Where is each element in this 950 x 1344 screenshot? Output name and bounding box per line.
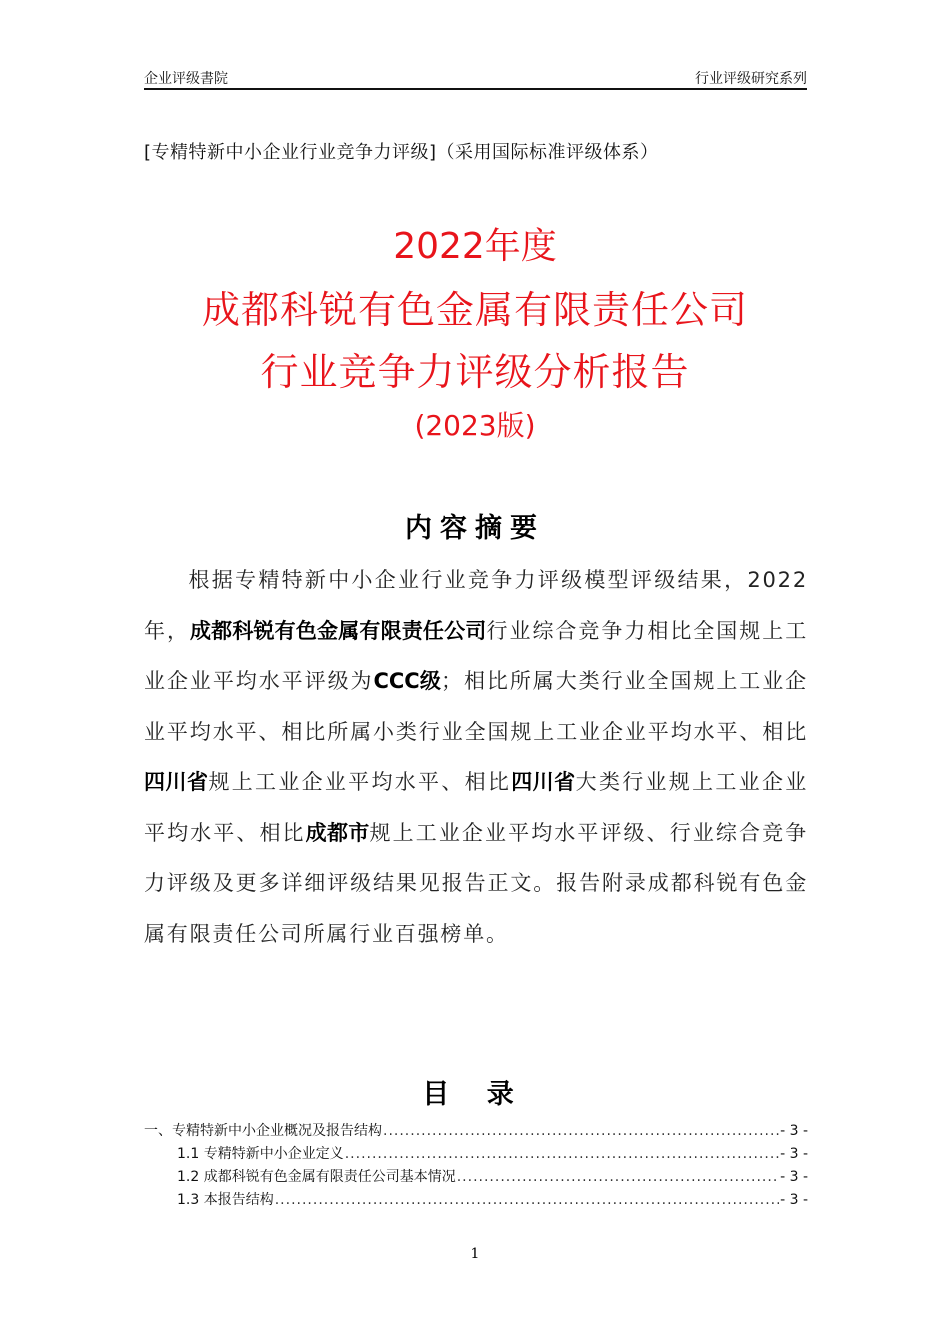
toc-heading: 目 录	[422, 1079, 528, 1110]
report-category: [专精特新中小企业行业竞争力评级]（采用国际标准评级体系）	[144, 142, 659, 163]
table-of-contents	[144, 1120, 808, 1212]
abstract-text: 规上工业企业平均水平、相比	[208, 770, 512, 794]
province-bold: 四川省	[511, 770, 576, 794]
dot-leader	[345, 1146, 779, 1162]
toc-entry[interactable]	[144, 1143, 808, 1166]
company-name-bold: 成都科锐有色金属有限责任公司	[189, 618, 487, 643]
header-series: 行业评级研究系列	[695, 71, 807, 87]
toc-entry-label: 一、专精特新中小企业概况及报告结构	[144, 1123, 382, 1139]
dot-leader	[457, 1169, 779, 1185]
abstract-text: 大类行业规上工业企业平均水平、相比	[144, 770, 809, 845]
abstract-text: 根据专精特新中小企业行业竞争力评级模型评级结果，2022年，	[144, 568, 808, 643]
header-divider	[144, 88, 807, 90]
abstract-text: ；相比所属大类行业全国规上工业企业平均水平、相比所属小类行业全国规上工业企业平均水平、相比	[144, 669, 808, 744]
toc-entry-page: - 3 -	[780, 1192, 808, 1208]
abstract-text: 规上工业企业平均水平评级、行业综合竞争力评级及更多详细评级结果见报告正文。报告附录成都科锐有色金属有限责任公司所属行业百强榜单。	[144, 820, 809, 946]
toc-entry-page: - 3 -	[780, 1146, 808, 1162]
page-number: 1	[470, 1246, 480, 1262]
abstract-body	[144, 555, 808, 959]
toc-entry[interactable]	[144, 1189, 808, 1212]
rating-bold: CCC级	[373, 669, 441, 693]
toc-entry-label: 1.2 成都科锐有色金属有限责任公司基本情况	[177, 1169, 456, 1185]
toc-entry[interactable]	[144, 1120, 808, 1143]
title-company: 成都科锐有色金属有限责任公司	[201, 288, 748, 332]
toc-entry-label: 1.3 本报告结构	[177, 1192, 274, 1208]
province-bold: 四川省	[144, 770, 209, 794]
toc-entry-page: - 3 -	[780, 1123, 808, 1139]
title-report-name: 行业竞争力评级分析报告	[260, 350, 690, 394]
abstract-heading: 内容摘要	[405, 513, 545, 544]
abstract-text: 行业综合竞争力相比全国规上工业企业平均水平评级为	[144, 618, 809, 693]
page-header	[144, 68, 807, 88]
title-year: 2022年度	[393, 226, 557, 267]
dot-leader	[275, 1192, 779, 1208]
city-bold: 成都市	[305, 820, 370, 845]
title-edition: (2023版)	[414, 409, 536, 442]
toc-entry-label: 1.1 专精特新中小企业定义	[177, 1146, 344, 1162]
toc-entry[interactable]	[144, 1166, 808, 1189]
dot-leader	[383, 1123, 779, 1139]
header-publisher: 企业评级書院	[144, 71, 228, 87]
toc-entry-page: - 3 -	[780, 1169, 808, 1185]
